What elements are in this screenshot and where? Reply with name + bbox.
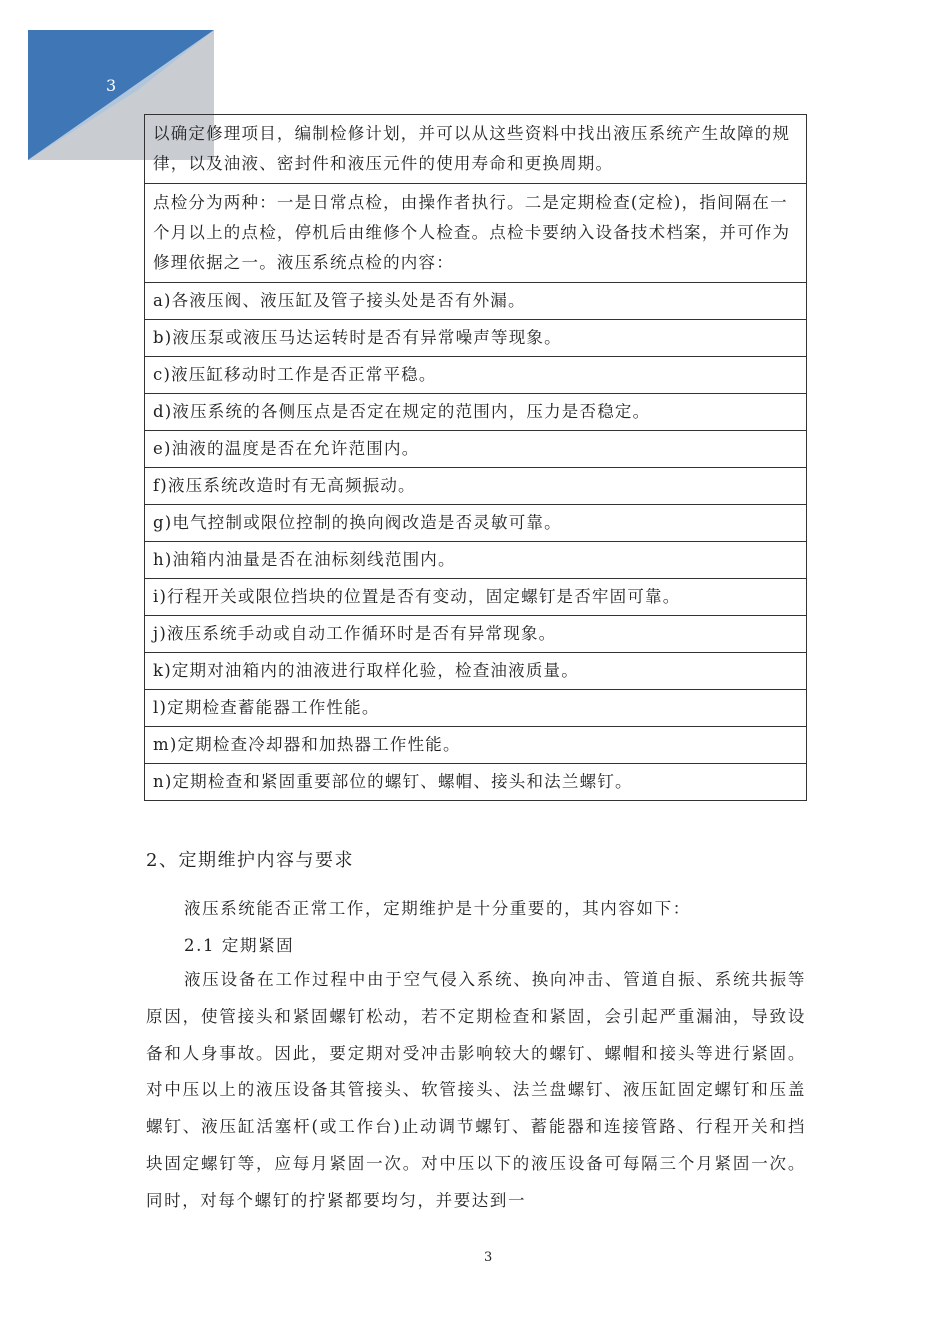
section-intro: 液压系统能否正常工作，定期维护是十分重要的，其内容如下： — [184, 899, 691, 918]
table-row — [145, 320, 807, 357]
table-row — [145, 653, 807, 690]
table-cell: b)液压泵或液压马达运转时是否有异常噪声等现象。 — [145, 320, 807, 357]
table-cell: 以确定修理项目，编制检修计划，并可以从这些资料中找出液压系统产生故障的规律，以及油液、密封件和液压元件的使用寿命和更换周期。 — [145, 115, 807, 184]
table-cell: a)各液压阀、液压缸及管子接头处是否有外漏。 — [145, 283, 807, 320]
table-row — [145, 394, 807, 431]
table-row — [145, 505, 807, 542]
table-row — [145, 468, 807, 505]
table-cell: n)定期检查和紧固重要部位的螺钉、螺帽、接头和法兰螺钉。 — [145, 764, 807, 801]
table-row — [145, 283, 807, 320]
table-row — [145, 115, 807, 184]
table-row — [145, 764, 807, 801]
section-heading: 2、定期维护内容与要求 — [146, 850, 354, 871]
table-row — [145, 542, 807, 579]
table-row — [145, 579, 807, 616]
inspection-table — [144, 114, 807, 801]
table-cell: d)液压系统的各侧压点是否定在规定的范围内，压力是否稳定。 — [145, 394, 807, 431]
table-cell: l)定期检查蓄能器工作性能。 — [145, 690, 807, 727]
subsection-heading: 2.1 定期紧固 — [184, 936, 295, 955]
table-row — [145, 184, 807, 283]
table-row — [145, 431, 807, 468]
table-row — [145, 690, 807, 727]
body-paragraph: 液压设备在工作过程中由于空气侵入系统、换向冲击、管道自振、系统共振等原因，使管接头和紧固螺钉松动，若不定期检查和紧固，会引起严重漏油，导致设备和人身事故。因此，要定期对受冲击影响较大的螺钉、螺帽和接头等进行紧固。对中压以上的液压设备其管接头、软管接头、法兰盘螺钉、液压缸固定螺钉和压盖螺钉、液压缸活塞杆(或工作台)止动调节螺钉、蓄能器和连接管路、行程开关和挡块固定螺钉等，应每月紧固一次。对中压以下的液压设备可每隔三个月紧固一次。同时，对每个螺钉的拧紧都要均匀，并要达到一 — [146, 970, 806, 1210]
table-cell: e)油液的温度是否在允许范围内。 — [145, 431, 807, 468]
table-cell: h)油箱内油量是否在油标刻线范围内。 — [145, 542, 807, 579]
table-cell: k)定期对油箱内的油液进行取样化验，检查油液质量。 — [145, 653, 807, 690]
table-cell: 点检分为两种：一是日常点检，由操作者执行。二是定期检查(定检)，指间隔在一个月以上的点检，停机后由维修个人检查。点检卡要纳入设备技术档案，并可作为修理依据之一。液压系统点检的内容： — [145, 184, 807, 283]
table-row — [145, 616, 807, 653]
footer-page-number: 3 — [484, 1250, 493, 1265]
table-row — [145, 357, 807, 394]
table-cell: i)行程开关或限位挡块的位置是否有变动，固定螺钉是否牢固可靠。 — [145, 579, 807, 616]
table-cell: c)液压缸移动时工作是否正常平稳。 — [145, 357, 807, 394]
table-cell: g)电气控制或限位控制的换向阀改造是否灵敏可靠。 — [145, 505, 807, 542]
corner-page-number: 3 — [106, 76, 117, 95]
table-cell: m)定期检查冷却器和加热器工作性能。 — [145, 727, 807, 764]
table-cell: j)液压系统手动或自动工作循环时是否有异常现象。 — [145, 616, 807, 653]
table-row — [145, 727, 807, 764]
table-cell: f)液压系统改造时有无高频振动。 — [145, 468, 807, 505]
